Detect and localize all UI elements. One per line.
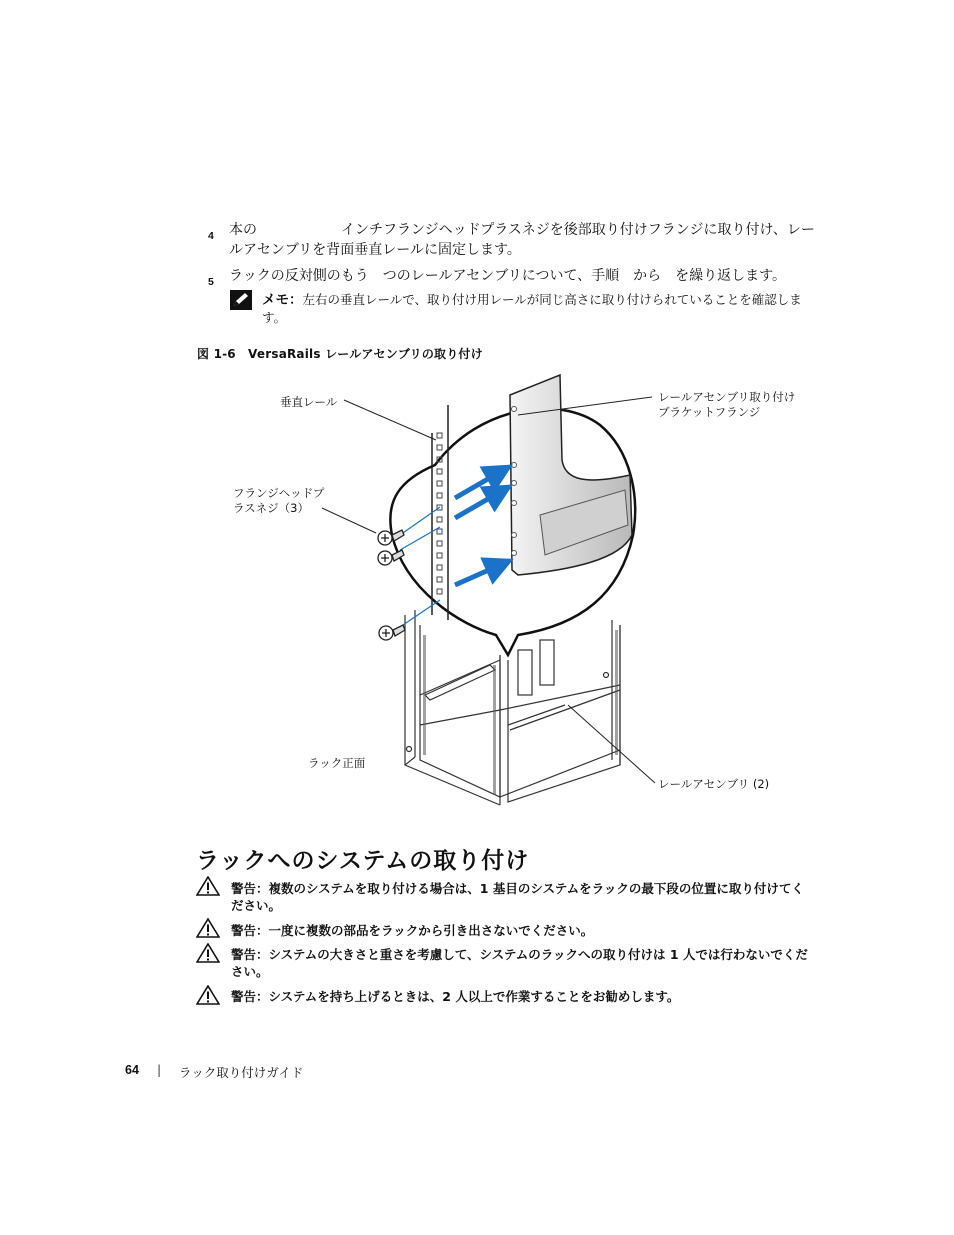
warning-label: 警告： xyxy=(231,881,269,896)
warning-text: 警告：複数のシステムを取り付ける場合は、1 基目のシステムをラックの最下段の位置に取り付けてください。 xyxy=(231,881,804,913)
callout-screws: フランジヘッドプラスネジ（3） xyxy=(233,486,325,515)
rack-rail-holes xyxy=(423,630,618,795)
figure-caption: 図 1-6 VersaRails レールアセンブリの取り付け xyxy=(197,347,483,361)
warning-triangle-icon xyxy=(196,918,220,938)
section-title: ラックへのシステムの取り付け xyxy=(196,848,530,874)
warning-text: 警告：システムを持ち上げるときは、2 人以上で作業することをお勧めします。 xyxy=(231,989,680,1004)
screw-icon xyxy=(378,550,404,565)
warning-label: 警告： xyxy=(231,989,269,1004)
step-number: 4 xyxy=(208,230,214,242)
callout-bracket-flange: レールアセンブリ取り付けブラケットフランジ xyxy=(658,390,796,419)
note-label: メモ： xyxy=(262,292,303,308)
warning-text: 警告：システムの大きさと重さを考慮して、システムのラックへの取り付けは 1 人では行わないでください。 xyxy=(231,947,808,979)
page-number: 64 xyxy=(125,1063,139,1077)
warning-triangle-icon xyxy=(196,943,220,963)
step-number: 5 xyxy=(208,276,214,288)
screw-icon xyxy=(379,625,405,640)
warning-label: 警告： xyxy=(231,947,269,962)
pencil-note-icon xyxy=(230,290,252,310)
warning-triangle-icon xyxy=(196,876,220,896)
callout-rail-assembly: レールアセンブリ (2) xyxy=(658,777,770,791)
footer-separator: | xyxy=(157,1062,162,1077)
step-text: ラックの反対側のもう つのレールアセンブリについて、手順 から を繰り返します。 xyxy=(229,268,787,284)
note-text: 左右の垂直レールで、取り付け用レールが同じ高さに取り付けられていることを確認します。 xyxy=(262,292,802,325)
warning-label: 警告： xyxy=(231,923,269,938)
footer-guide-title: ラック取り付けガイド xyxy=(179,1065,304,1080)
callout-rack-front: ラック正面 xyxy=(308,756,366,770)
callout-vertical-rail: 垂直レール xyxy=(280,395,338,409)
step-text: 本の インチフランジヘッドプラスネジを後部取り付けフランジに取り付け、レールアセンブリを背面垂直レールに固定します。 xyxy=(229,222,815,258)
note-body xyxy=(262,291,817,326)
warning-triangle-icon xyxy=(196,985,220,1005)
rack-installation-illustration xyxy=(200,365,820,830)
warning-text: 警告：一度に複数の部品をラックから引き出さないでください。 xyxy=(231,923,594,938)
